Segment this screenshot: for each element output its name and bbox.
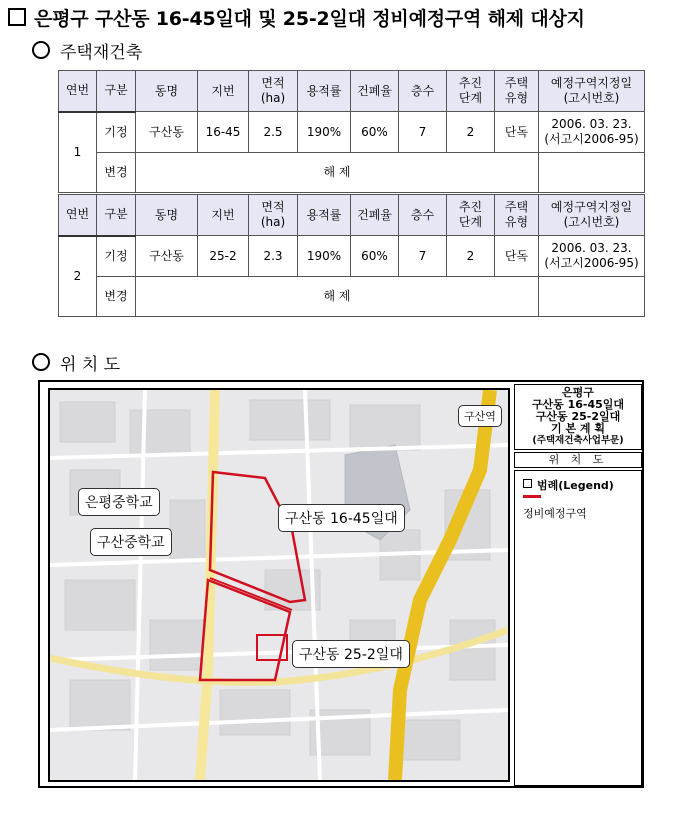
legend-square-icon [523, 479, 532, 488]
header-cell: 주택 유형 [495, 195, 539, 236]
map-graphic [50, 390, 508, 780]
header-cell: 면적 (ha) [249, 71, 298, 112]
circle-bullet-icon [32, 353, 50, 371]
table-header-row [59, 195, 645, 236]
plan-title-box: 은평구 구산동 16-45일대 구산동 25-2일대 기 본 계 획 (주택재건축사업부문) [514, 384, 642, 450]
table-cell: 190% [298, 236, 351, 277]
table-cell: 2006. 03. 23. (서고시2006-95) [539, 236, 645, 277]
header-cell: 주택 유형 [495, 71, 539, 112]
map-block [130, 410, 190, 455]
header-cell: 예정구역지정일 (고시번호) [539, 195, 645, 236]
header-cell: 용적률 [298, 195, 351, 236]
table-row [59, 236, 645, 277]
table-cell: 변경 [97, 153, 136, 193]
table-row [59, 277, 645, 317]
row-number-cell: 1 [59, 112, 97, 193]
map-block [170, 500, 205, 560]
page-title: 은평구 구산동 16-45일대 및 25-2일대 정비예정구역 해제 대상지 [8, 4, 585, 31]
table-cell: 2006. 03. 23. (서고시2006-95) [539, 112, 645, 153]
header-cell: 동명 [136, 195, 198, 236]
header-cell: 연번 [59, 71, 97, 112]
table-row [59, 112, 645, 153]
map-block [220, 690, 290, 735]
map-panel [48, 388, 510, 782]
map-block [400, 720, 460, 760]
info-table-2 [58, 194, 645, 317]
header-cell: 동명 [136, 71, 198, 112]
header-cell: 지번 [198, 195, 249, 236]
legend-box: 범례(Legend) 정비예정구역 [514, 470, 642, 786]
section-heading-location: 위 치 도 [32, 350, 120, 375]
map-block [350, 405, 420, 450]
location-caption: 위 치 도 [514, 452, 642, 468]
table-cell: 단독 [495, 236, 539, 277]
table-cell: 구산동 [136, 236, 198, 277]
table-cell: 구산동 [136, 112, 198, 153]
legend-item: 정비예정구역 [523, 507, 587, 520]
section-heading-housing: 주택재건축 [32, 38, 142, 63]
table-cell: 기정 [97, 112, 136, 153]
header-cell: 건폐율 [351, 195, 399, 236]
table-cell: 해 제 [136, 153, 539, 193]
header-cell: 용적률 [298, 71, 351, 112]
map-minor-road [50, 445, 508, 458]
header-cell: 추진 단계 [447, 71, 495, 112]
table-cell: 단독 [495, 112, 539, 153]
table-cell: 7 [399, 236, 447, 277]
side-panel [514, 384, 642, 786]
map-block [70, 680, 130, 730]
label-area-2: 구산동 25-2일대 [292, 640, 410, 668]
table-cell: 7 [399, 112, 447, 153]
header-cell: 구분 [97, 195, 136, 236]
table-cell: 해 제 [136, 277, 539, 317]
header-cell: 구분 [97, 71, 136, 112]
table-header-row [59, 71, 645, 112]
table-cell: 60% [351, 112, 399, 153]
table-cell: 2 [447, 236, 495, 277]
table-cell: 변경 [97, 277, 136, 317]
table-cell: 190% [298, 112, 351, 153]
circle-bullet-icon [32, 41, 50, 59]
table-cell: 기정 [97, 236, 136, 277]
table-cell: 2.3 [249, 236, 298, 277]
header-cell: 추진 단계 [447, 195, 495, 236]
header-cell: 층수 [399, 71, 447, 112]
location-map-figure [38, 380, 644, 788]
header-cell: 지번 [198, 71, 249, 112]
map-block [60, 402, 115, 442]
map-block [250, 400, 330, 440]
table-cell: 25-2 [198, 236, 249, 277]
map-block [65, 580, 135, 630]
label-school-2: 구산중학교 [90, 528, 172, 556]
table-cell: 2.5 [249, 112, 298, 153]
header-cell: 층수 [399, 195, 447, 236]
table-cell: 60% [351, 236, 399, 277]
row-number-cell: 2 [59, 236, 97, 317]
label-school-1: 은평중학교 [78, 488, 160, 516]
header-cell: 예정구역지정일 (고시번호) [539, 71, 645, 112]
info-table-1 [58, 70, 645, 193]
legend-red-line-swatch [523, 495, 541, 498]
checkbox-square-icon [8, 8, 26, 26]
header-cell: 건폐율 [351, 71, 399, 112]
table-row [59, 153, 645, 193]
header-cell: 연번 [59, 195, 97, 236]
label-station: 구산역 [458, 405, 502, 427]
table-cell: 16-45 [198, 112, 249, 153]
table-cell [539, 153, 645, 193]
label-area-1: 구산동 16-45일대 [278, 504, 405, 532]
map-block [150, 620, 205, 670]
table-cell: 2 [447, 112, 495, 153]
table-cell [539, 277, 645, 317]
header-cell: 면적 (ha) [249, 195, 298, 236]
